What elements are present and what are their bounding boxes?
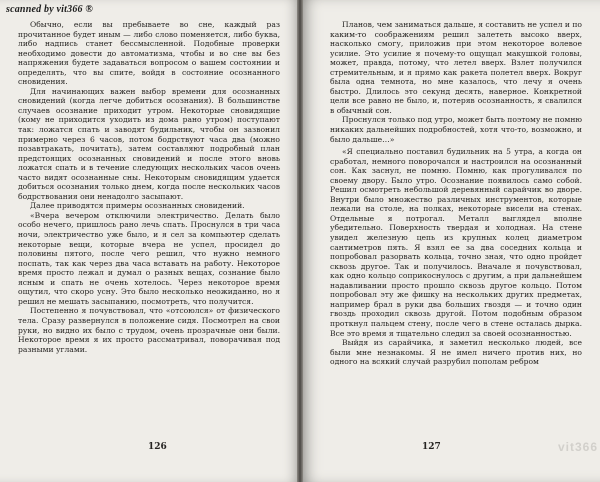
paragraph: Для начинающих важен выбор времени для осознанных сновидений (когда легче добиться осознания). В большинстве случаев осознание приходит утром. Некоторые сновидящие (кому не приходится уходить из дома рано утром) поступают так: ложатся спать и заводят будильник, чтобы он зазвонил примерно через 6 часов, потом бодрствуют часа два (можно позавтракать, почитать), затем составляют подробный план предстоящих осознанных сновидений и после этого вновь ложатся спать и в течение следующих нескольких часов очень часто видят осознанные сны. Некоторым сновидящим удается добиться осознания только днем, когда после нескольких часов бодрствования они ненадолго засыпают. [18,86,280,201]
corner-watermark: vit366 [557,440,598,454]
paragraph: «Я специально поставил будильник на 5 утра, а когда он сработал, немного поворочался и настроился на осознанный сон. Как заснул, не помню. Помню, как прогуливался по своему двору. Было утро. Осознание появилось само собой. Решил осмотреть небольшой деревянный сарайчик во дворе. Внутри было множество различных инструментов, которые лежали на столе, на полках, некоторые висели на стенах. Отдельные я потрогал. Металл выглядел вполне убедительно. Поверхность твердая и холодная. На стене увидел железную цепь из крупных колец диаметром сантиметров пять. Я взял ее за два соседних кольца и попробовал разорвать кольца, точно зная, что одно пройдет сквозь другое. Так и получилось. Вначале я почувствовал, как одно кольцо соприкоснулось с другим, а при дальнейшем надавливании просто прошло сквозь другое кольцо. Потом попробовал эту же фишку на нескольких других предметах, например брал в руки два больших гвоздя — и точно один гвоздь проходил сквозь другой. Потом подобным образом проткнул пальцем стену, после чего в стене осталась дырка. Все это время я тщательно следил за своей осознанностью. [330,147,582,338]
paragraph: Планов, чем заниматься дальше, я составить не успел и по каким-то соображениям решил залететь высоко вверх, насколько смогу, приложив при этом некоторое волевое усилие. Это усилие я почему-то ощущал макушкой головы, может, правда, потому, что летел вверх. Взлет получился стремительным, и я прямо как ракета полетел вверх. Вокруг была одна темнота, но мне казалось, что лечу я очень быстро. Длилось это секунд десять, наверное. Конкретной цели все равно не было, и, потеряв осознанность, я свалился в обычный сон. [330,20,582,115]
left-page-number: 126 [148,442,167,452]
paragraph: Выйдя из сарайчика, я заметил несколько людей, все были мне незнакомы. Я не имел ничего против них, но одного на всякий случай разрубил пополам ребром [330,338,582,367]
right-page-number: 127 [422,442,441,452]
paragraph: «Вчера вечером отключили электричество. Делать было особо нечего, пришлось рано лечь спать. Проснулся в три часа ночи, электричество уже было, и я сел за компьютер сделать некоторые вещи, которые вчера не успел, просидел до половины пятого, после чего решил, что нужно немного поспать, так как через два часа вставать на работу. Некоторое время просто лежал и думал о разных вещах, сознание было ясным и спать не очень хотелось. Через некоторое время ощутил, что скоро усну. Это было несколько неожиданно, но я решил не мешать засыпанию, посмотреть, что получится. [18,210,280,306]
scanner-watermark: scanned by vit366 ® [6,4,94,15]
right-page [300,0,600,482]
book-gutter [297,0,303,482]
left-page-text [18,20,280,354]
right-page-text [330,20,582,367]
paragraph: Далее приводятся примеры осознанных сновидений. [30,201,245,211]
paragraph: Проснулся только под утро, может быть поэтому не помню никаких дальнейших подробностей, хотя что-то, возможно, и было дальше…» [330,115,582,144]
paragraph: Обычно, если вы пребываете во сне, каждый раз прочитанное будет иным — либо слово поменяется, либо буква, либо надпись станет бессмысленной. Подобные проверки необходимо довести до автоматизма, чтобы и во сне вы без напряжения будете задаваться вопросом о вашем состоянии и определять, что вы спите, войдя в состояние осознанного сновидения. [18,20,280,87]
paragraph: Постепенно я почувствовал, что «отсоюлся» от физического тела. Сразу развернулся в положение сидя. Посмотрел на свои руки, но видно их было с трудом, очень прозрачные они были. Некоторое время я их просто рассматривал, поворачивая под разными углами. [18,306,280,354]
